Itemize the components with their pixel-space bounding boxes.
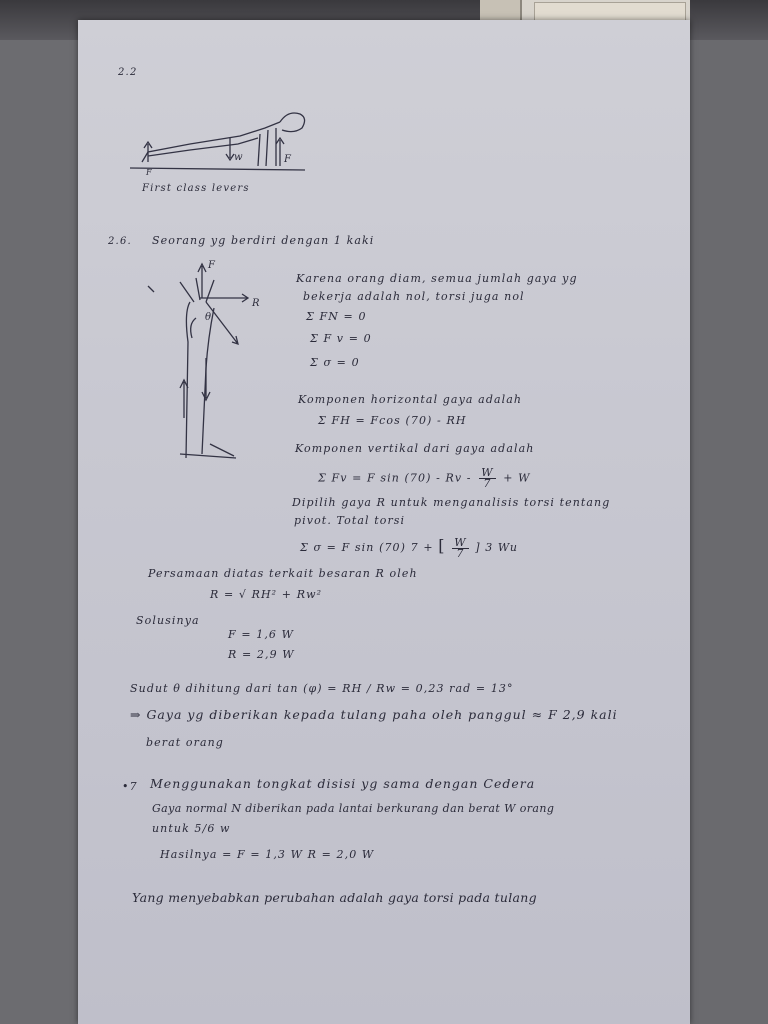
- vertical-fraction: [479, 468, 495, 489]
- persamaan-text: Persamaan diatas terkait besaran R oleh: [148, 567, 418, 580]
- torque-fraction-numerator: W: [454, 535, 467, 549]
- r-magnitude-equation: R = √ RH² + Rw²: [210, 588, 323, 601]
- conclusion-arrow-line-1: ⇒ Gaya yg diberikan kepada tulang paha oleh panggul ≈ F 2,9 kali: [130, 707, 618, 722]
- vertical-equation-part-b: + W: [503, 471, 531, 485]
- text-line-2: bekerja adalah nol, torsi juga nol: [303, 290, 525, 303]
- torque-equation-part-b: ] 3 Wu: [475, 541, 519, 554]
- fig-label-theta: θ: [205, 312, 213, 323]
- solution-r: R = 2,9 W: [228, 648, 295, 661]
- background-right: [690, 0, 768, 1024]
- pushup-label-w: w: [234, 152, 244, 163]
- text-line-1: Karena orang diam, semua jumlah gaya yg: [296, 272, 578, 285]
- angle-text: Sudut θ dihitung dari tan (φ) = RH / Rw = 0,23 rad = 13°: [130, 682, 514, 695]
- bracket-open: [: [438, 536, 446, 555]
- equation-sum-torque: Σ σ = 0: [310, 356, 360, 369]
- vertical-fraction-numerator: W: [481, 466, 494, 479]
- equation-sum-fv: Σ F v = 0: [310, 332, 372, 345]
- equation-sum-fn: Σ FN = 0: [306, 310, 367, 323]
- total-torque-equation: [300, 536, 518, 559]
- solution-label: Solusinya: [136, 614, 200, 627]
- pushup-label-f-left: F: [146, 168, 153, 177]
- pushup-caption: First class levers: [142, 183, 250, 194]
- torque-equation-part-a: Σ σ = F sin (70) 7 +: [300, 541, 434, 554]
- section-3-marker: •7: [122, 780, 138, 793]
- solution-f: F = 1,6 W: [228, 628, 295, 641]
- torque-fraction-denominator: 7: [456, 546, 465, 560]
- fig-label-f: F: [208, 260, 217, 271]
- pushup-label-f: F: [284, 154, 293, 165]
- crutch-result: Hasilnya = F = 1,3 W R = 2,0 W: [160, 848, 375, 861]
- pivot-text-line-1: Dipilih gaya R untuk menganalisis torsi tentang: [292, 496, 611, 509]
- crutch-text-line-3: untuk 5/6 w: [152, 822, 231, 835]
- crutch-text-line-2: Gaya normal N diberikan pada lantai berkurang dan berat W orang: [152, 802, 555, 815]
- conclusion-arrow-line-2: berat orang: [146, 736, 224, 749]
- crutch-text-line-1: Menggunakan tongkat disisi yg sama dengan Cedera: [150, 776, 536, 791]
- vertical-fraction-denominator: 7: [483, 477, 492, 490]
- horizontal-component-equation: Σ FH = Fcos (70) - RH: [318, 414, 467, 427]
- pushup-sketch: [130, 100, 320, 180]
- section-title: Seorang yg berdiri dengan 1 kaki: [152, 234, 375, 247]
- torque-fraction: [452, 535, 468, 560]
- vertical-component-label: Komponen vertikal dari gaya adalah: [295, 442, 535, 455]
- vertical-equation-part-a: Σ Fv = F sin (70) - Rv -: [318, 471, 472, 485]
- vertical-component-equation: [318, 468, 531, 489]
- section-number-2-2: 2.2: [118, 67, 138, 78]
- section-number-2-6: 2.6.: [108, 236, 132, 247]
- horizontal-component-label: Komponen horizontal gaya adalah: [298, 393, 523, 406]
- final-conclusion: Yang menyebabkan perubahan adalah gaya torsi pada tulang: [132, 890, 537, 905]
- leg-force-sketch: [140, 258, 260, 468]
- fig-label-r: R: [252, 298, 261, 309]
- pivot-text-line-2: pivot. Total torsi: [294, 514, 406, 527]
- background-left: [0, 0, 78, 1024]
